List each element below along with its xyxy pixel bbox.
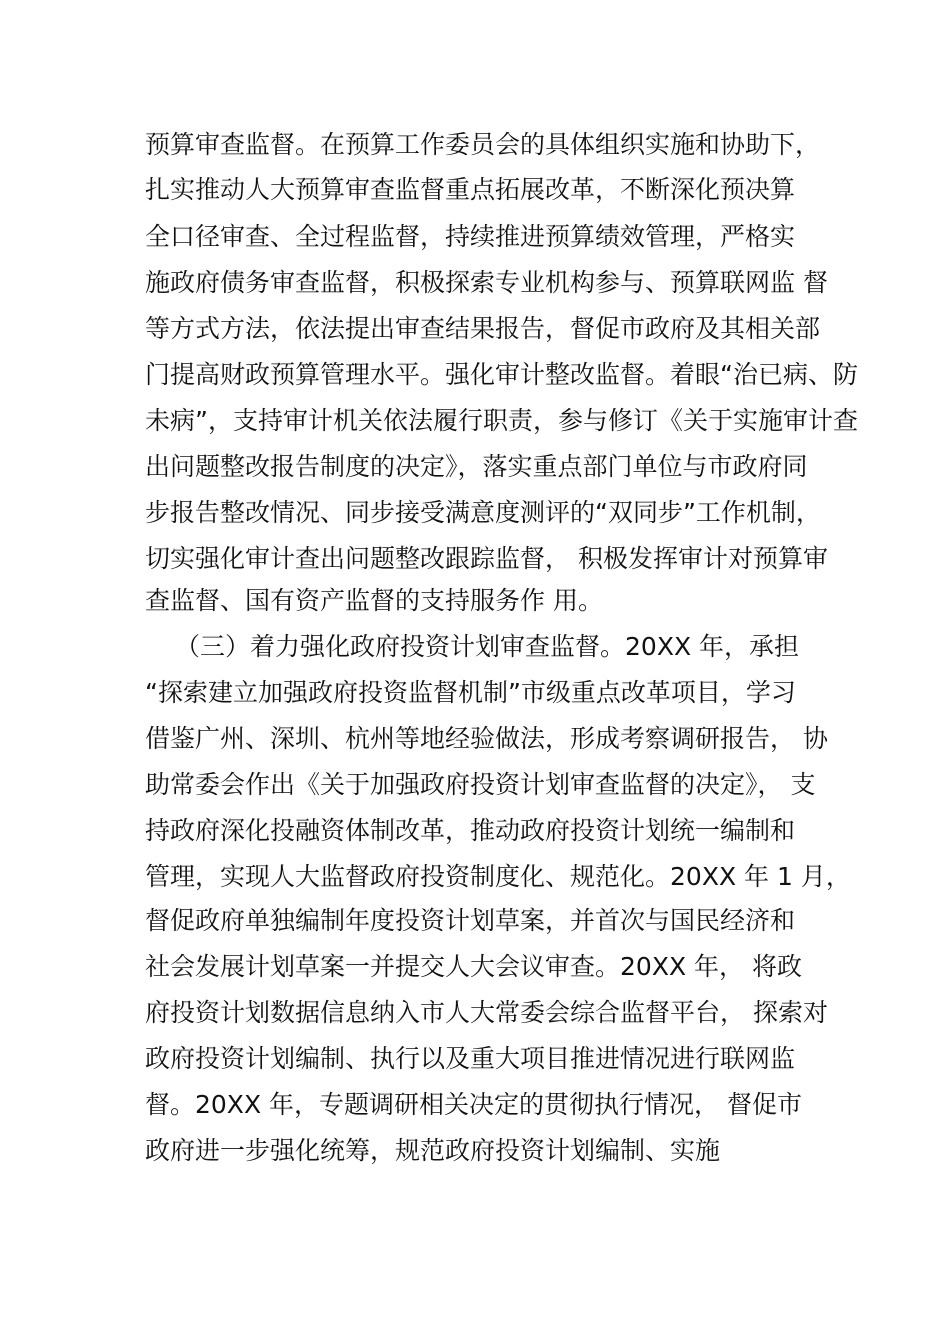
text-line: 助常委会作出《关于加强政府投资计划审查监督的决定》， 支 — [145, 770, 816, 799]
text-line: 社会发展计划草案一并提交人大会议审查。20XX 年， 将政 — [145, 952, 802, 981]
text-line: 督。20XX 年，专题调研相关决定的贯彻执行情况， 督促市 — [145, 1090, 802, 1119]
text-line: 借鉴广州、深圳、杭州等地经验做法，形成考察调研报告， 协 — [145, 724, 828, 753]
text-line: 扎实推动人大预算审查监督重点拓展改革，不断深化预决算 — [145, 175, 796, 204]
text-line: 持政府深化投融资体制改革，推动政府投资计划统一编制和 — [145, 816, 796, 845]
section-heading-line: （三）着力强化政府投资计划审查监督。20XX 年，承担 — [175, 632, 800, 661]
text-line: 预算审查监督。在预算工作委员会的具体组织实施和协助下， — [145, 130, 821, 159]
text-line: 未病”，支持审计机关依法履行职责，参与修订《关于实施审计查 — [145, 406, 858, 435]
text-line: 府投资计划数据信息纳入市人大常委会综合监督平台， 探索对 — [145, 998, 828, 1027]
text-line: 门提高财政预算管理水平。强化审计整改监督。着眼“治已病、防 — [145, 360, 858, 389]
text-line: 出问题整改报告制度的决定》，落实重点部门单位与市政府同 — [145, 452, 808, 481]
text-line: 政府投资计划编制、执行以及重大项目推进情况进行联网监 — [145, 1044, 796, 1073]
text-line: 等方式方法，依法提出审查结果报告，督促市政府及其相关部 — [145, 314, 821, 343]
text-line: 全口径审查、全过程监督，持续推进预算绩效管理，严格实 — [145, 222, 796, 251]
text-line: 政府进一步强化统筹，规范政府投资计划编制、实施 — [145, 1136, 721, 1165]
text-line: 步报告整改情况、同步接受满意度测评的“双同步”工作机制， — [145, 498, 821, 527]
text-line: 切实强化审计查出问题整改跟踪监督， 积极发挥审计对预算审 — [145, 544, 828, 573]
text-line: 查监督、国有资产监督的支持服务作 用。 — [145, 586, 603, 615]
text-line: “探索建立加强政府投资监督机制”市级重点改革项目，学习 — [145, 678, 796, 707]
text-line: 施政府债务审查监督，积极探索专业机构参与、预算联网监 督 — [145, 268, 828, 297]
text-line: 管理，实现人大监督政府投资制度化、规范化。20XX 年 1 月， — [145, 862, 851, 891]
text-line: 督促政府单独编制年度投资计划草案，并首次与国民经济和 — [145, 906, 796, 935]
